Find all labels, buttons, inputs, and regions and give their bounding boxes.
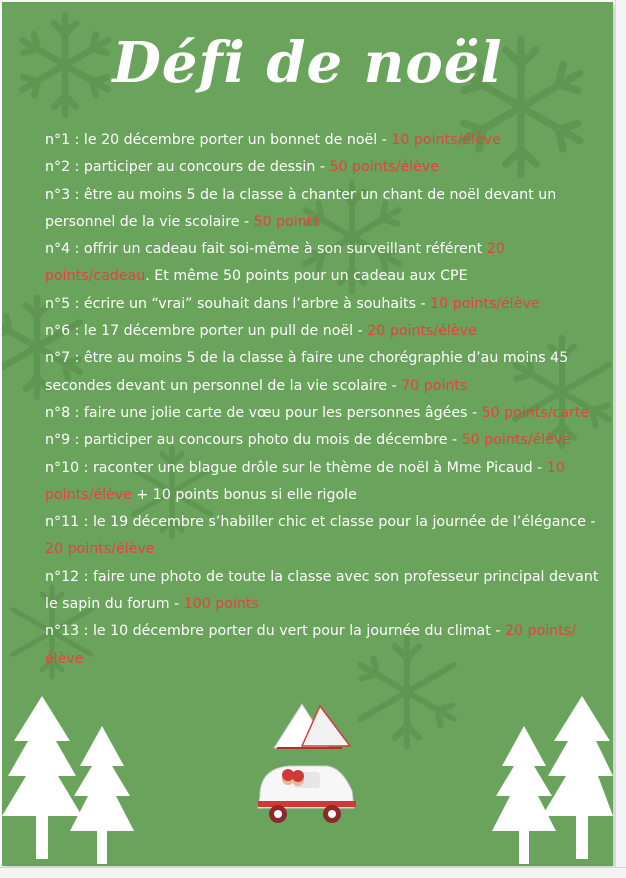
car-with-christmas-tree-icon (258, 704, 356, 823)
fir-tree-icon (70, 726, 134, 864)
list-item: n°10 : raconter une blague drôle sur le thème de noël à Mme Picaud - 10 points/élève + 10 points bonus si elle rigole (45, 459, 565, 503)
fir-tree-icon (542, 696, 613, 859)
page-edge (615, 0, 626, 877)
list-item: n°4 : offrir un cadeau fait soi-même à son surveillant référent 20 points/cadeau. Et même 50 points pour un cadeau aux CPE (45, 241, 505, 285)
list-item: n°7 : être au moins 5 de la classe à faire une chorégraphie d’au moins 45 secondes devant un personnel de la vie scolaire - 70 points (45, 350, 569, 394)
list-item: n°3 : être au moins 5 de la classe à chanter un chant de noël devant un personnel de la vie scolaire - 50 points (45, 186, 557, 230)
page-title: Défi de noël (112, 30, 503, 96)
fir-tree-icon (2, 696, 82, 859)
page-edge (0, 867, 626, 878)
list-item: n°5 : écrire un “vrai” souhait dans l’arbre à souhaits - 10 points/élève (45, 295, 540, 312)
challenge-list (45, 127, 600, 673)
list-item: n°2 : participer au concours de dessin - 50 points/élève (45, 159, 439, 176)
list-item: n°11 : le 19 décembre s’habiller chic et classe pour la journée de l’élégance - 20 points/élève (45, 514, 596, 558)
winter-scene (2, 696, 613, 866)
list-item: n°9 : participer au concours photo du mois de décembre - 50 points/élève (45, 432, 572, 449)
poster (2, 2, 613, 866)
list-item: n°6 : le 17 décembre porter un pull de noël - 20 points/élève (45, 323, 477, 340)
list-item: n°8 : faire une jolie carte de vœu pour les personnes âgées - 50 points/carte (45, 404, 590, 421)
fir-tree-icon (492, 726, 556, 864)
list-item: n°1 : le 20 décembre porter un bonnet de noël - 10 points/élève (45, 132, 501, 148)
list-item: n°13 : le 10 décembre porter du vert pour la journée du climat - 20 points/ élève (45, 623, 576, 667)
list-item: n°12 : faire une photo de toute la classe avec son professeur principal devant le sapin du forum - 100 points (45, 568, 599, 613)
